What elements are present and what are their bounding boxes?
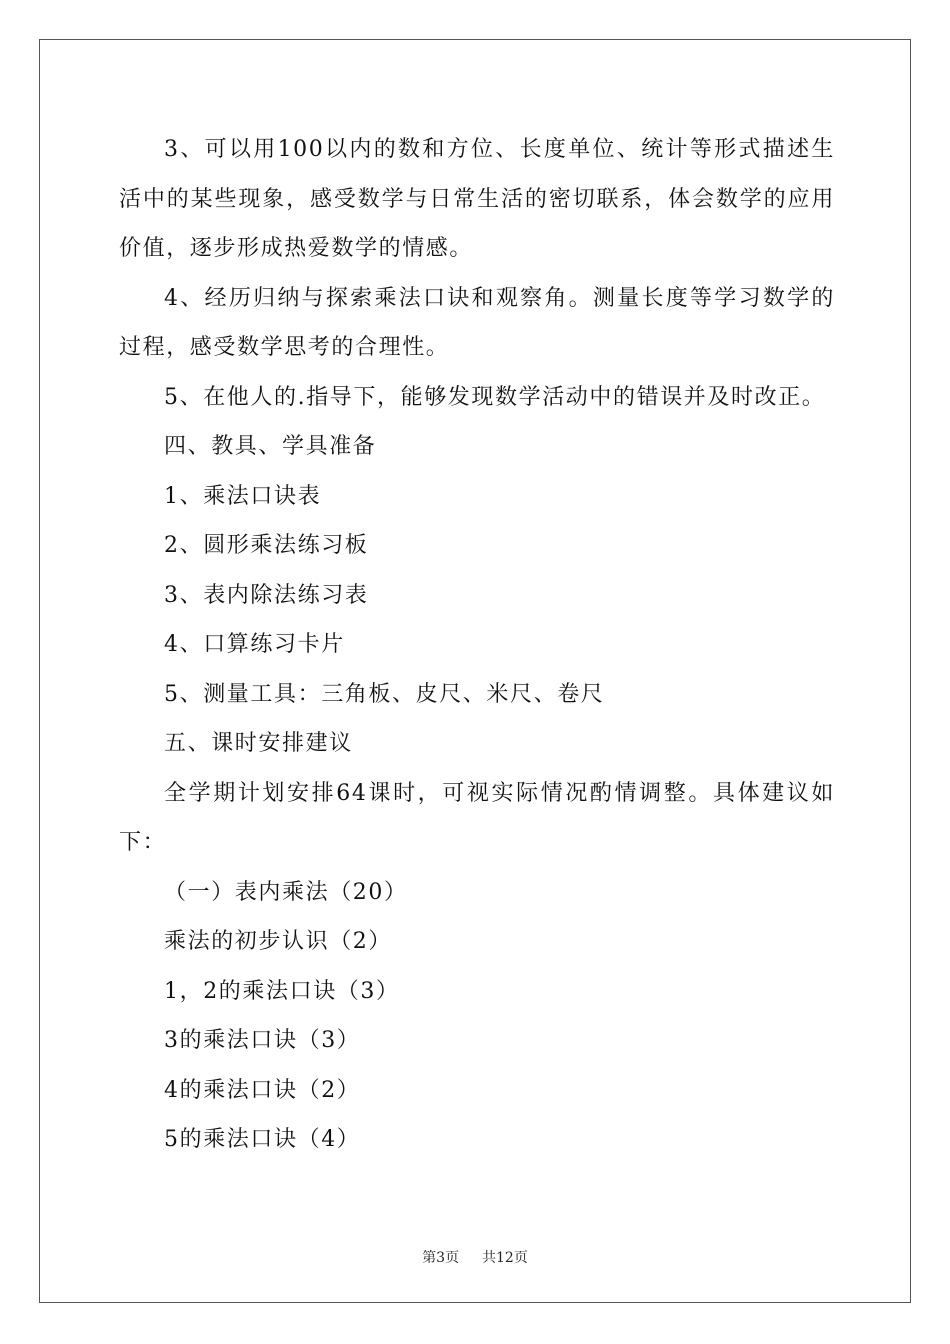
list-item: 1，2的乘法口诀（3）: [164, 978, 400, 1004]
list-item: 5的乘法口诀（4）: [164, 1127, 361, 1152]
page-number: 第3页: [422, 1250, 460, 1266]
list-item: 5、测量工具：三角板、皮尺、米尺、卷尺: [164, 681, 605, 707]
list-item: 2、圆形乘法练习板: [164, 533, 369, 558]
list-item: 4、口算练习卡片: [164, 632, 345, 657]
paragraph-goal-5: 5、在他人的.指导下，能够发现数学活动中的错误并及时改正。: [164, 384, 826, 410]
section-heading-tools: 四、教具、学具准备: [164, 434, 377, 459]
list-item: 4的乘法口诀（2）: [164, 1077, 361, 1103]
page-total: 共12页: [482, 1250, 528, 1266]
subsection-heading: （一）表内乘法（20）: [164, 879, 408, 905]
paragraph-goal-4: 4、经历归纳与探索乘法口诀和观察角。测量长度等学习数学的过程，感受数学思考的合理性。: [119, 285, 835, 360]
paragraph-goal-3: 3、可以用100以内的数和方位、长度单位、统计等形式描述生活中的某些现象，感受数学与日常生活的密切联系，体会数学的应用价值，逐步形成热爱数学的情感。: [119, 137, 835, 261]
page-footer: [0, 1247, 950, 1267]
document-body: [119, 125, 835, 1165]
section-heading-schedule: 五、课时安排建议: [164, 731, 353, 756]
list-item: 乘法的初步认识（2）: [164, 929, 392, 954]
list-item: 1、乘法口诀表: [164, 483, 322, 509]
list-item: 3、表内除法练习表: [164, 582, 369, 608]
list-item: 3的乘法口诀（3）: [164, 1028, 361, 1053]
paragraph-schedule-intro: 全学期计划安排64课时，可视实际情况酌情调整。具体建议如下：: [119, 780, 835, 855]
